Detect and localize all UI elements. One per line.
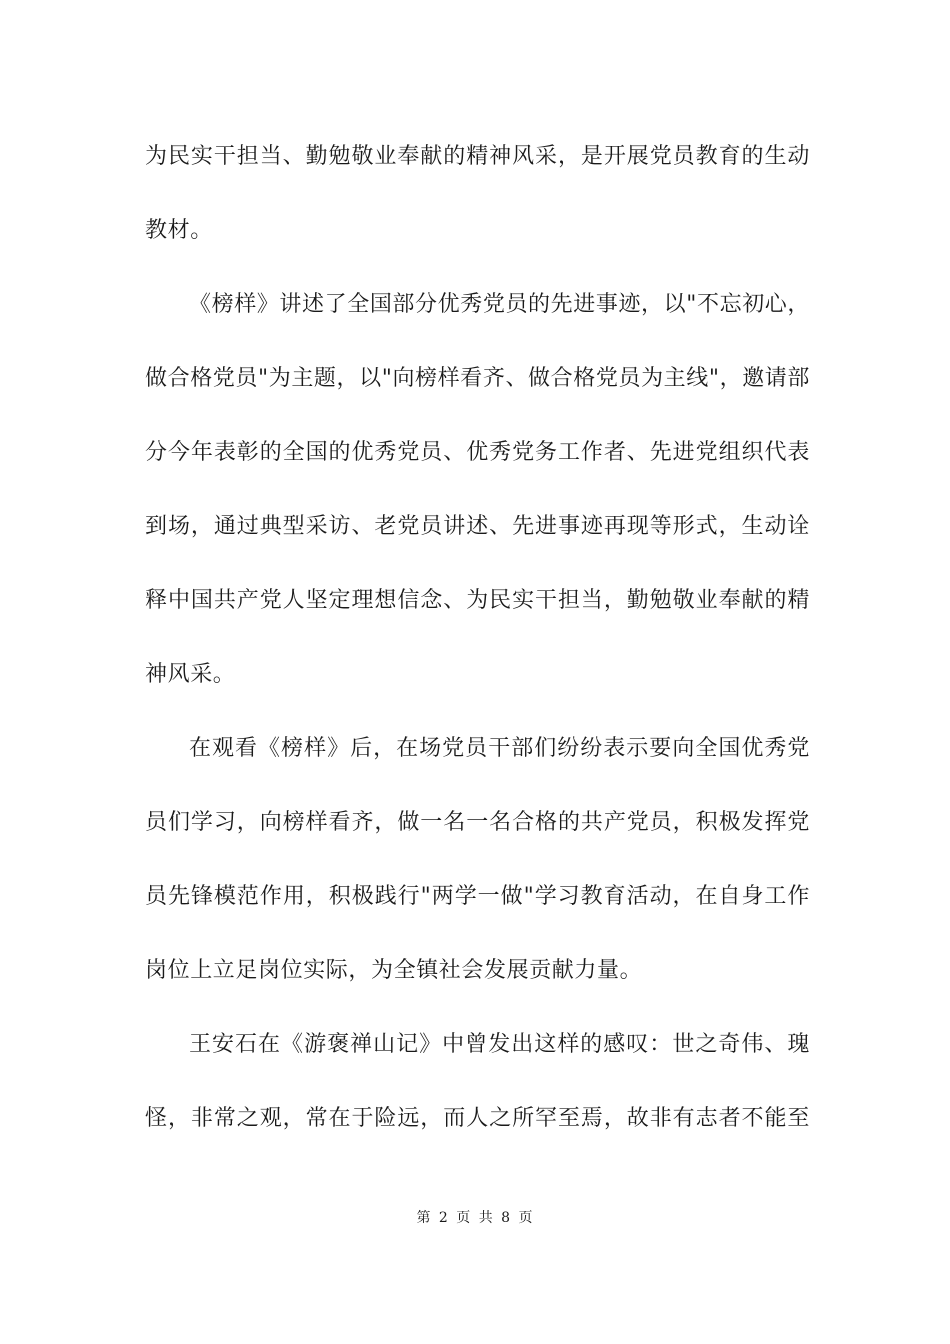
paragraph-line: 在观看《榜样》后，在场党员干部们纷纷表示要向全国优秀党 [189, 736, 810, 761]
paragraph-line: 怪，非常之观，常在于险远，而人之所罕至焉，故非有志者不能至 [145, 1106, 810, 1131]
current-page-number: 2 [438, 1210, 449, 1226]
paragraph-line: 员们学习，向榜样看齐，做一名一名合格的共产党员，积极发挥党 [145, 810, 810, 835]
paragraph-line: 神风采。 [145, 662, 236, 687]
paragraph-line: 分今年表彰的全国的优秀党员、优秀党务工作者、先进党组织代表 [145, 440, 810, 465]
page-footer [0, 1208, 950, 1228]
footer-suffix: 页 [518, 1210, 534, 1226]
paragraph-line: 岗位上立足岗位实际，为全镇社会发展贡献力量。 [145, 958, 643, 983]
paragraph-line: 到场，通过典型采访、老党员讲述、先进事迹再现等形式，生动诠 [145, 514, 810, 539]
paragraph-line: 王安石在《游褒禅山记》中曾发出这样的感叹：世之奇伟、瑰 [189, 1032, 810, 1057]
paragraph-line: 做合格党员"为主题，以"向榜样看齐、做合格党员为主线"，邀请部 [145, 366, 810, 391]
footer-total-prefix: 共 [478, 1210, 494, 1226]
total-pages-number: 8 [501, 1210, 512, 1226]
footer-page-label: 页 [456, 1210, 472, 1226]
footer-prefix: 第 [416, 1210, 432, 1226]
paragraph-line: 员先锋模范作用，积极践行"两学一做"学习教育活动，在自身工作 [145, 884, 810, 909]
paragraph-line: 释中国共产党人坚定理想信念、为民实干担当，勤勉敬业奉献的精 [145, 588, 810, 613]
paragraph-line: 《榜样》讲述了全国部分优秀党员的先进事迹，以"不忘初心， [189, 292, 810, 317]
paragraph-line: 教材。 [145, 218, 213, 243]
paragraph-line: 为民实干担当、勤勉敬业奉献的精神风采，是开展党员教育的生动 [145, 144, 810, 169]
